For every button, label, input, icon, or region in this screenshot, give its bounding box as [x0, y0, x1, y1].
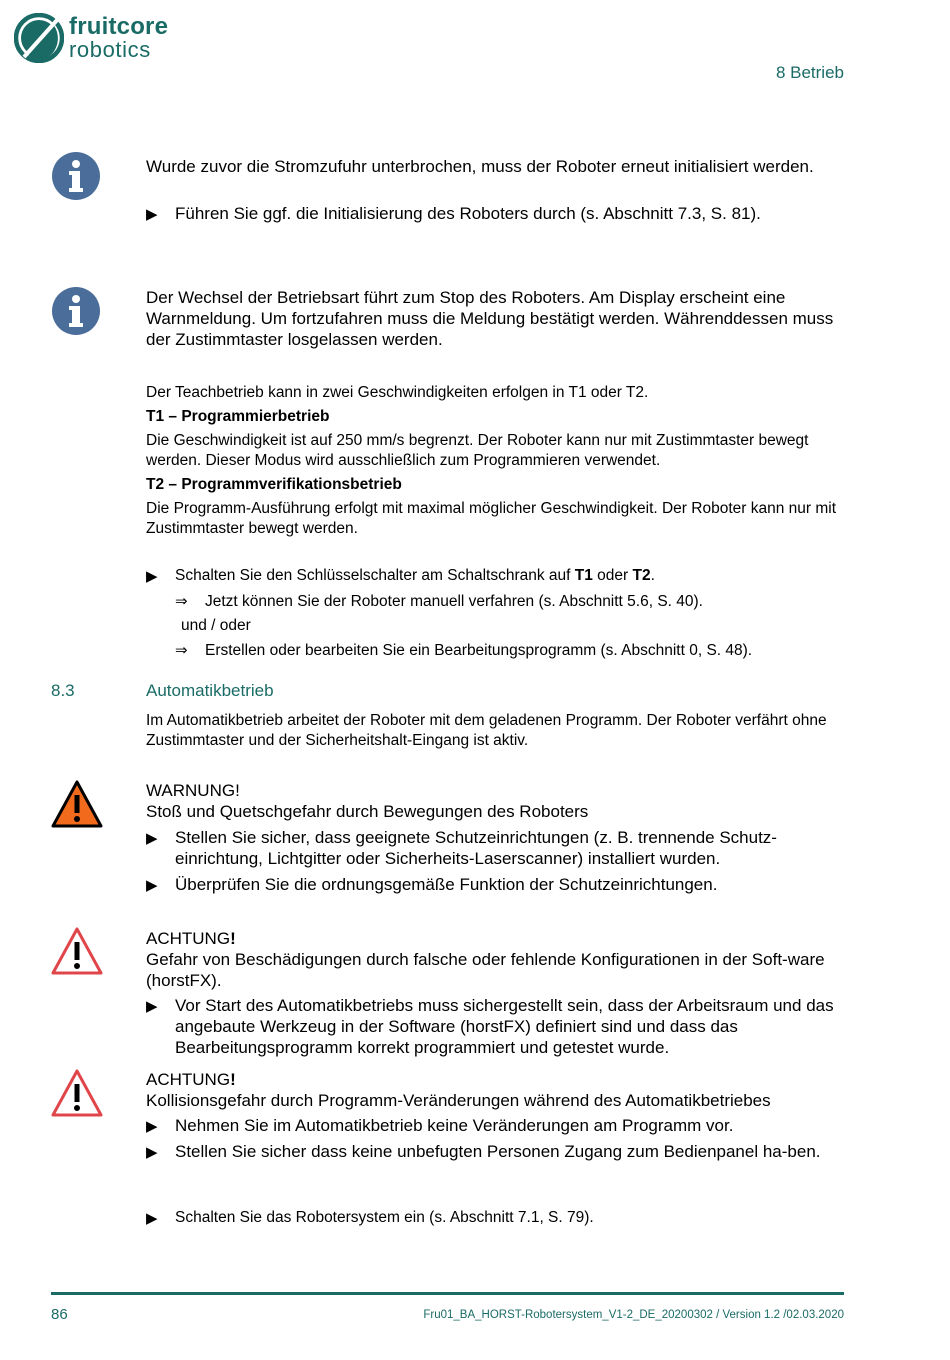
step-arrow-icon: ▶ — [146, 1210, 158, 1227]
page-number: 86 — [51, 1306, 68, 1323]
step-arrow-icon: ▶ — [146, 877, 158, 894]
info-icon — [52, 152, 100, 200]
warning-text: Stoß und Quetschgefahr durch Bewegungen des Roboters — [146, 802, 589, 821]
caution-icon — [50, 926, 104, 976]
info-icon — [52, 287, 100, 335]
warning-icon — [50, 779, 104, 829]
step-arrow-icon: ▶ — [146, 568, 158, 585]
footer-document-id: Fru01_BA_HORST-Robotersystem_V1-2_DE_20200302 / Version 1.2 /02.03.2020 — [423, 1309, 844, 1321]
teach-intro: Der Teachbetrieb kann in zwei Geschwindigkeiten erfolgen in T1 oder T2. — [146, 384, 649, 401]
step-arrow-icon: ▶ — [146, 206, 158, 223]
t2-text: Die Programm-Ausführung erfolgt mit maximal möglicher Geschwindigkeit. Der Roboter kann nur mit Zustimmtaster bewegt werden. — [146, 500, 837, 537]
warning-step-1: Stellen Sie sicher, dass geeignete Schutzeinrichtungen (z. B. trennende Schutz-einrichtung, Lichtgitter oder Sicherheits-Laserscanner) installiert wurden. — [175, 828, 777, 868]
caution1-step-1: Vor Start des Automatikbetriebs muss sichergestellt sein, dass der Arbeitsraum und das angebaute Werkzeug in der Software (horstFX) definiert sind und dass das Bearbeitungsprogramm korrekt programmiert und getestet wurde. — [175, 996, 834, 1057]
section-number: 8.3 — [51, 681, 75, 700]
caution-icon — [50, 1068, 104, 1118]
caution-label-2: ACHTUNG! — [146, 1070, 236, 1089]
logo-text-robotics: robotics — [69, 37, 151, 62]
teach-result-2: Erstellen oder bearbeiten Sie ein Bearbeitungsprogramm (s. Abschnitt 0, S. 48). — [205, 642, 753, 659]
logo-text-fruitcore: fruitcore — [69, 13, 169, 40]
caution-text-1: Gefahr von Beschädigungen durch falsche oder fehlende Konfigurationen in der Soft-ware (horstFX). — [146, 950, 825, 990]
section-title: Automatikbetrieb — [146, 681, 274, 700]
step-arrow-icon: ▶ — [146, 1144, 158, 1161]
step-arrow-icon: ▶ — [146, 1118, 158, 1135]
final-step: Schalten Sie das Robotersystem ein (s. Abschnitt 7.1, S. 79). — [175, 1209, 594, 1226]
caution2-step-2: Stellen Sie sicher dass keine unbefugten Personen Zugang zum Bedienpanel ha-ben. — [175, 1142, 821, 1161]
caution-text-2: Kollisionsgefahr durch Programm-Veränderungen während des Automatikbetriebes — [146, 1091, 771, 1110]
teach-result-1: Jetzt können Sie der Roboter manuell verfahren (s. Abschnitt 5.6, S. 40). — [205, 593, 703, 610]
caution2-step-1: Nehmen Sie im Automatikbetrieb keine Veränderungen am Programm vor. — [175, 1116, 734, 1135]
info-step-1: Führen Sie ggf. die Initialisierung des Roboters durch (s. Abschnitt 7.3, S. 81). — [175, 204, 761, 223]
result-arrow-icon: ⇒ — [175, 642, 188, 659]
result-arrow-icon: ⇒ — [175, 593, 188, 610]
t2-title: T2 – Programmverifikationsbetrieb — [146, 476, 402, 493]
teach-step: Schalten Sie den Schlüsselschalter am Schaltschrank auf T1 oder T2. — [175, 567, 655, 584]
footer-divider — [51, 1292, 844, 1295]
t1-title: T1 – Programmierbetrieb — [146, 408, 330, 425]
step-arrow-icon: ▶ — [146, 830, 158, 847]
caution-label-1: ACHTUNG! — [146, 929, 236, 948]
and-or-text: und / oder — [181, 617, 251, 634]
fruitcore-logo-icon — [14, 13, 64, 63]
warning-label: WARNUNG! — [146, 781, 240, 800]
warning-step-2: Überprüfen Sie die ordnungsgemäße Funktion der Schutzeinrichtungen. — [175, 875, 718, 894]
step-arrow-icon: ▶ — [146, 998, 158, 1015]
chapter-title: 8 Betrieb — [775, 63, 844, 82]
info-text-2: Der Wechsel der Betriebsart führt zum Stop des Roboters. Am Display erscheint eine Warnmeldung. Um fortzufahren muss die Meldung bestätigt werden. Währenddessen muss der Zustimmtaster losgelassen werden. — [146, 288, 834, 349]
info-text-1: Wurde zuvor die Stromzufuhr unterbrochen, muss der Roboter erneut initialisiert werden. — [146, 157, 814, 176]
section-intro: Im Automatikbetrieb arbeitet der Roboter mit dem geladenen Programm. Der Roboter verfährt ohne Zustimmtaster und der Sicherheitshalt-Eingang ist aktiv. — [146, 712, 827, 749]
t1-text: Die Geschwindigkeit ist auf 250 mm/s begrenzt. Der Roboter kann nur mit Zustimmtaster bewegt werden. Dieser Modus wird ausschließlich zum Programmieren verwendet. — [146, 432, 809, 469]
